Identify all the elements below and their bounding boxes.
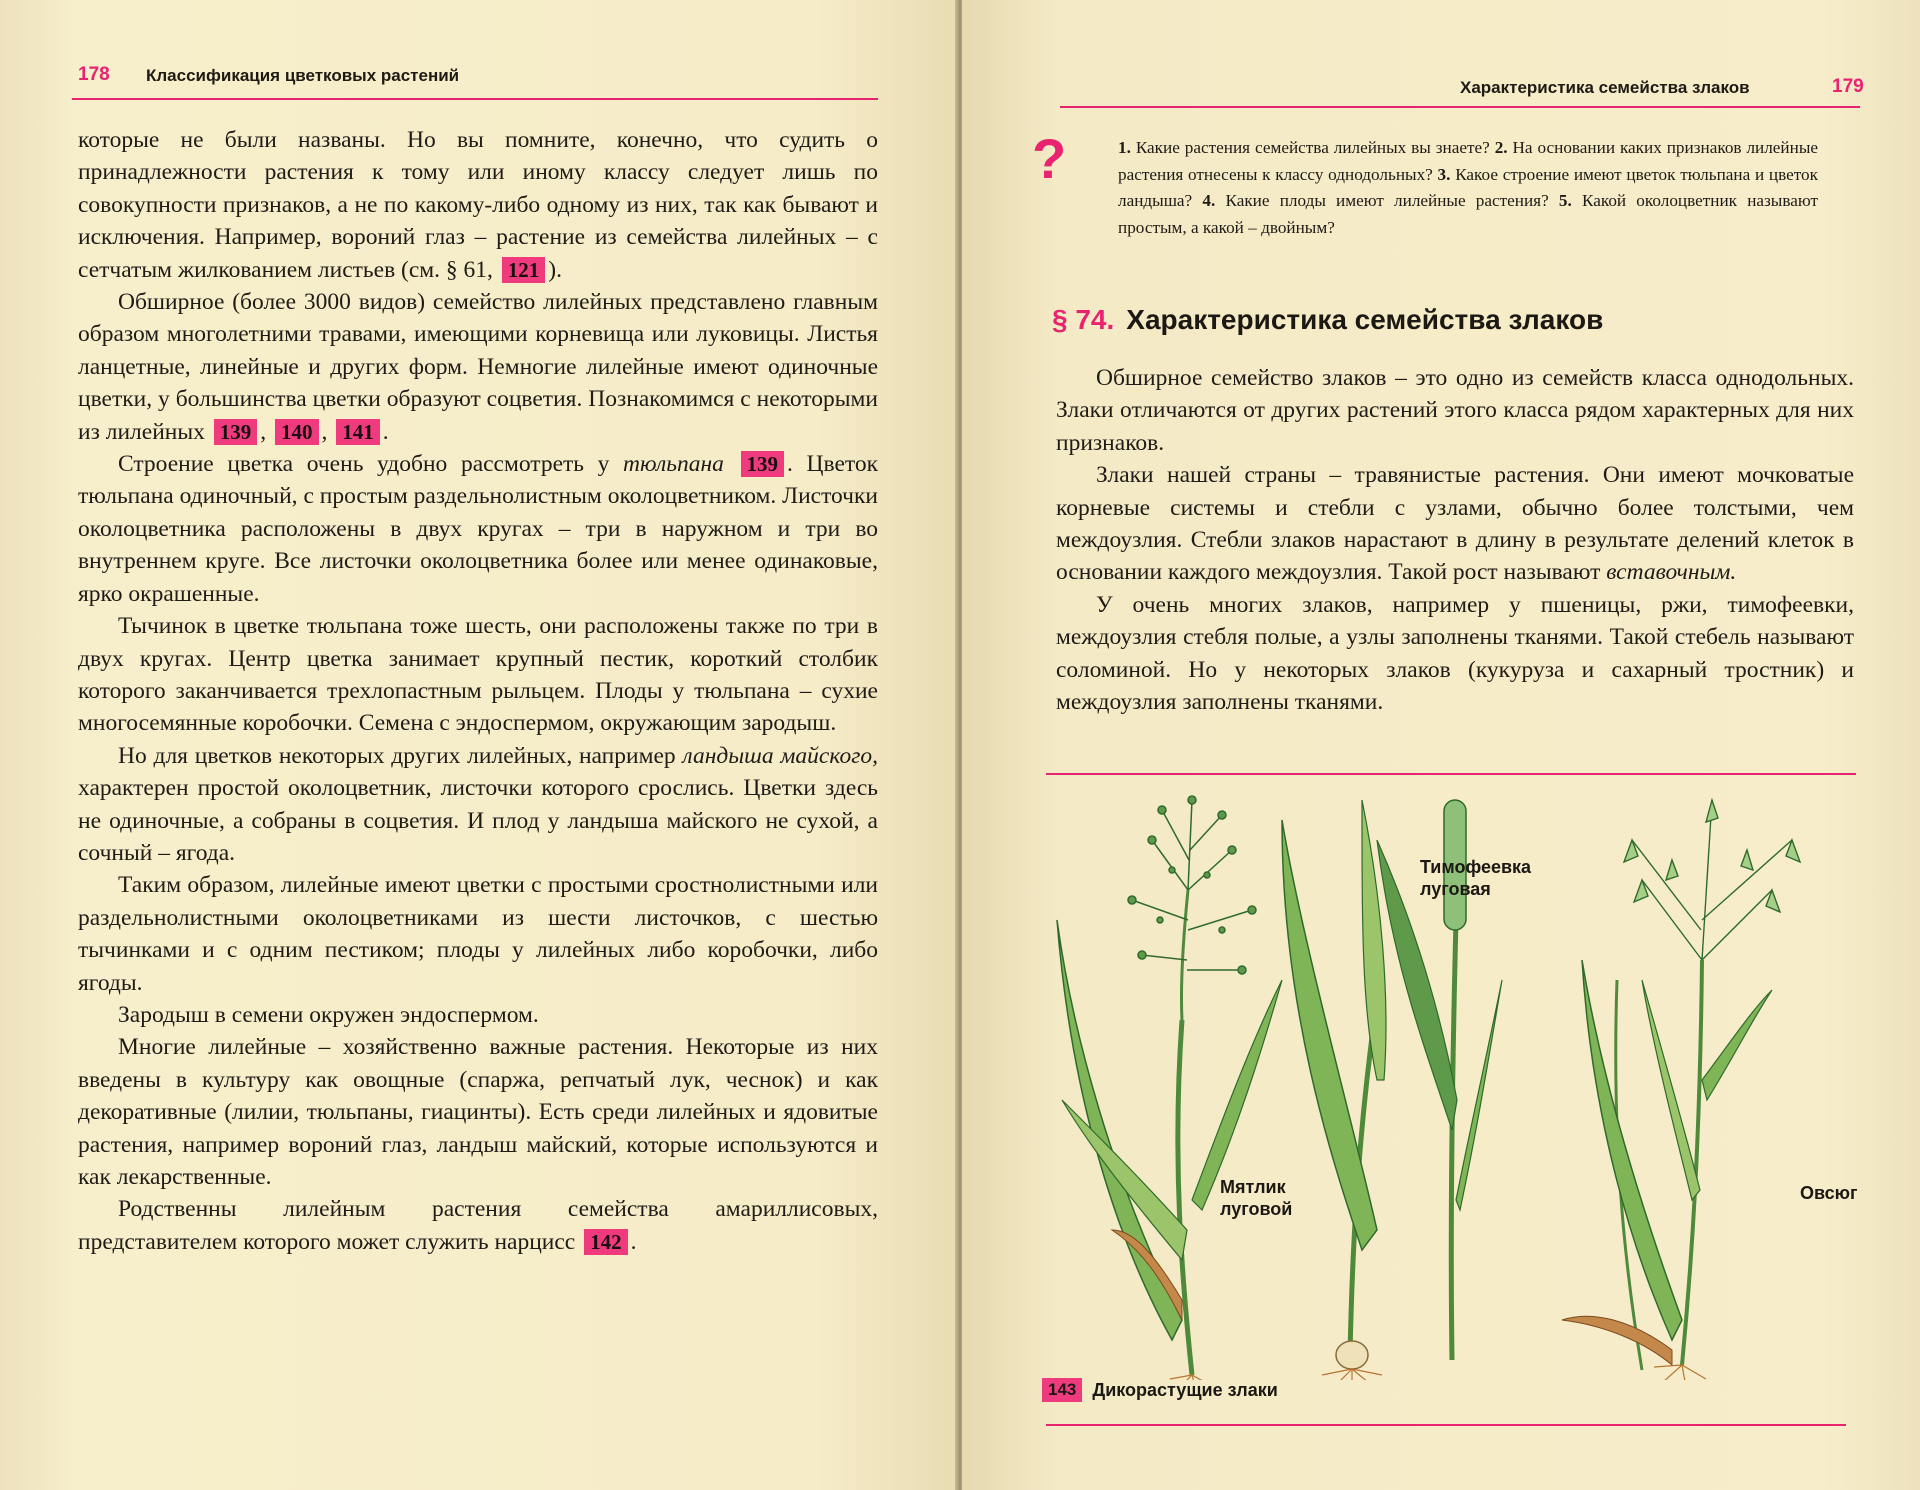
text-run: , <box>321 418 334 445</box>
question-text: Какие растения семейства лилейных вы знаете? <box>1135 138 1490 157</box>
text-run: , <box>260 418 273 445</box>
paragraph <box>78 286 878 448</box>
text-run: Обширное семейство злаков – это одно из семейств класса однодольных. Злаки отличаются от других растений этого класса рядом характерных для них признаков. <box>1056 365 1854 456</box>
paragraph <box>1056 589 1854 719</box>
section-number: § 74. <box>1052 304 1115 335</box>
question-mark-icon: ? <box>1032 127 1067 190</box>
text-run: Зародыш в семени окружен эндоспермом. <box>118 1001 539 1028</box>
italic-term: тюльпана <box>623 451 724 478</box>
text-run: Обширное (более 3000 видов) семейство лилейных представлено главным образом многолетними травами, имеющими корневища или луковицы. Листья ланцетные, линейные и других форм. Немногие лилейные имеют одиночные цветки, у большинства цветки образуют соцветия. Познакомимся с некоторыми из лилейных <box>78 289 878 445</box>
figure-reference-badge: 121 <box>502 257 546 283</box>
paragraph <box>1056 362 1854 459</box>
italic-term: вставочным. <box>1606 559 1737 586</box>
figure-reference-badge: 139 <box>214 419 258 445</box>
figure-bottom-rule <box>1046 1424 1846 1426</box>
page-number: 179 <box>1832 76 1864 97</box>
text-run: характерен простой околоцветник, листочки которого срослись. Цветки здесь не одиночные, а собраны в соцветия. И плод у ландыша майского не сухой, а сочный – ягода. <box>78 775 878 866</box>
paragraph <box>78 869 878 999</box>
section-heading <box>1052 304 1603 336</box>
running-title-left: Классификация цветковых растений <box>146 66 460 85</box>
question-number: 5. <box>1558 191 1572 211</box>
paragraph <box>78 1031 878 1193</box>
text-run: Тычинок в цветке тюльпана тоже шесть, они расположены также по три в двух кругах. Центр цветка занимает крупный пестик, короткий столбик которого заканчивается трехлопастным рыльцем. Плоды у тюльпана – сухие многосемянные коробочки. Семена с эндоспермом, окружающим зародыш. <box>78 613 878 737</box>
oat-plant <box>1562 800 1800 1380</box>
paragraph <box>78 610 878 740</box>
figure-caption-text: Дикорастущие злаки <box>1092 1379 1278 1400</box>
figure-reference-badge: 140 <box>275 419 319 445</box>
bluegrass-plant <box>1057 796 1282 1380</box>
paragraph <box>1056 459 1854 589</box>
figure-reference-badge: 141 <box>336 419 380 445</box>
paragraph <box>78 124 878 286</box>
italic-term: ландыша майского, <box>682 742 878 769</box>
running-header-left <box>78 64 110 86</box>
figure-number: 143 <box>1042 1378 1082 1402</box>
text-run: Родственны лилейным растения семейства амариллисовых, представителем которого может служить нарцисс <box>78 1196 878 1255</box>
paragraph <box>78 999 878 1031</box>
paragraph <box>78 1193 878 1258</box>
paragraph <box>78 740 878 870</box>
question-text: На основании каких признаков лилейные растения отнесены к классу однодольных? <box>1118 138 1818 184</box>
left-page <box>0 0 958 1490</box>
text-run: Строение цветка очень удобно рассмотреть у <box>118 451 624 478</box>
figure-top-rule <box>1046 773 1856 775</box>
page-number: 178 <box>78 64 110 85</box>
text-run: . <box>382 418 389 445</box>
question-number: 3. <box>1437 164 1451 184</box>
text-run: У очень многих злаков, например у пшеницы, ржи, тимофеевки, междоузлия стебля полые, а узлы заполнены тканями. Такой стебель называют соломиной. Но у некоторых злаков (кукуруза и сахарный тростник) и междоузлия заполнены тканями. <box>1056 591 1854 716</box>
text-run <box>724 451 738 477</box>
text-run: Таким образом, лилейные имеют цветки с простыми сростнолистными или раздельнолистными околоцветниками из шести листочков, с шестью тычинками и с одним пестиком; плоды у лилейных либо коробочки, либо ягоды. <box>78 872 878 996</box>
section-title: Характеристика семейства злаков <box>1126 304 1604 335</box>
right-page <box>962 0 1920 1490</box>
running-header-right <box>1832 76 1864 98</box>
figure-caption <box>1042 1378 1278 1402</box>
header-rule <box>72 98 878 100</box>
right-body-text <box>1056 362 1854 718</box>
question-number: 2. <box>1494 138 1508 157</box>
header-rule <box>1060 106 1860 108</box>
text-run: которые не были названы. Но вы помните, конечно, что судить о принадлежности растения к тому или иному классу следует лишь по совокупности признаков, а не по какому-либо одному из них, так как бывают и исключения. Например, вороний глаз – растение из семейства лилейных – с сетчатым жилкованием листьев (см. § 61, <box>78 127 878 283</box>
question-number: 4. <box>1202 191 1216 211</box>
text-run: . <box>630 1228 637 1255</box>
figure-reference-badge: 142 <box>584 1229 628 1255</box>
text-run: Злаки нашей страны – травянистые растения. Они имеют мочковатые корневые системы и стебли с узлами, обычно более толстыми, чем междоузлия. Стебли злаков нарастают в длину в результате делений клеток в основании каждого междоузлия. Такой рост называют <box>1056 462 1854 586</box>
running-title-right: Характеристика семейства злаков <box>1460 78 1750 97</box>
text-run: Но для цветков некоторых других лилейных, например <box>118 742 683 769</box>
review-questions <box>1118 135 1818 241</box>
question-text: Какое строение имеют цветок тюльпана и цветок ландыша? <box>1118 164 1818 211</box>
text-run: Многие лилейные – хозяйственно важные растения. Некоторые из них введены в культуру как овощные (спаржа, репчатый лук, чеснок) и как декоративные (лилии, тюльпаны, гиацинты). Есть среди лилейных и ядовитые растения, например вороний глаз, ландыш майский, которые используются и как лекарственные. <box>78 1034 878 1190</box>
text-run: . Цветок тюльпана одиночный, с простым раздельнолистным околоцветником. Листочки околоцветника расположены в двух кругах – три в наружном и три во внутреннем круге. Все листочки околоцветника более или менее одинаковые, ярко окрашенные. <box>78 451 878 607</box>
left-body-text <box>78 124 878 1258</box>
label-bluegrass: Мятлик луговой <box>1220 1177 1293 1219</box>
question-number: 1. <box>1118 138 1131 157</box>
paragraph <box>78 448 878 610</box>
question-text: Какие плоды имеют лилейные растения? <box>1225 191 1549 211</box>
label-oat: Овсюг <box>1800 1183 1858 1203</box>
label-timothy: Тимофеевка луговая <box>1420 857 1532 899</box>
question-text: Какой околоцветник называют простым, а какой – двойным? <box>1118 191 1819 237</box>
figure-reference-badge: 139 <box>741 451 785 477</box>
text-run: ). <box>548 256 562 283</box>
